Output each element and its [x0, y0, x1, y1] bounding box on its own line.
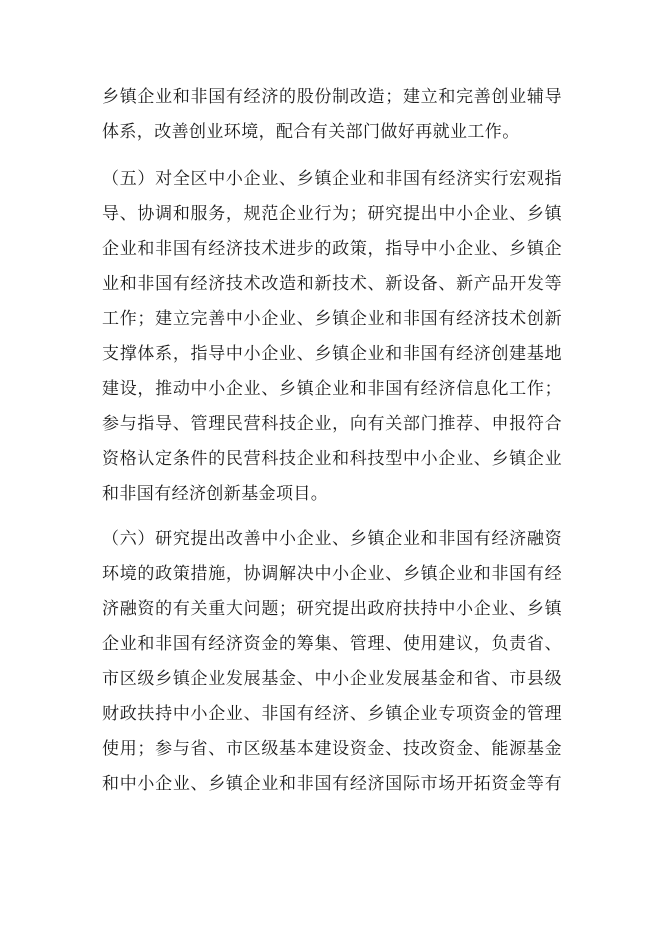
- text-line: 财政扶持中小企业、非国有经济、乡镇企业专项资金的管理: [102, 704, 562, 724]
- text-line: 体系，改善创业环境，配合有关部门做好再就业工作。: [102, 122, 520, 142]
- paragraph-item-6: [102, 522, 562, 802]
- text-line: 资格认定条件的民营科技企业和科技型中小企业、乡镇企业: [102, 449, 562, 469]
- text-line: （六）研究提出改善中小企业、乡镇企业和非国有经济融资: [102, 529, 562, 549]
- text-line: 导、协调和服务，规范企业行为；研究提出中小企业、乡镇: [102, 204, 562, 224]
- text-line: 使用；参与省、市区级基本建设资金、技改资金、能源基金: [102, 739, 562, 759]
- paragraph-continuation: [102, 80, 562, 150]
- text-line: 企业和非国有经济资金的筹集、管理、使用建议，负责省、: [102, 634, 562, 654]
- text-line: 市区级乡镇企业发展基金、中小企业发展基金和省、市县级: [102, 669, 562, 689]
- text-line: 工作；建立完善中小企业、乡镇企业和非国有经济技术创新: [102, 309, 562, 329]
- text-line: 乡镇企业和非国有经济的股份制改造；建立和完善创业辅导: [102, 87, 562, 107]
- text-line: 企业和非国有经济技术进步的政策，指导中小企业、乡镇企: [102, 239, 562, 259]
- text-line: 参与指导、管理民营科技企业，向有关部门推荐、申报符合: [102, 414, 562, 434]
- text-line: 业和非国有经济技术改造和新技术、新设备、新产品开发等: [102, 274, 562, 294]
- text-line: 济融资的有关重大问题；研究提出政府扶持中小企业、乡镇: [102, 599, 562, 619]
- text-line: 和非国有经济创新基金项目。: [102, 484, 329, 504]
- text-line: 和中小企业、乡镇企业和非国有经济国际市场开拓资金等有: [102, 774, 562, 794]
- text-line: 建设，推动中小企业、乡镇企业和非国有经济信息化工作；: [102, 379, 562, 399]
- text-line: （五）对全区中小企业、乡镇企业和非国有经济实行宏观指: [102, 169, 562, 189]
- text-line: 支撑体系，指导中小企业、乡镇企业和非国有经济创建基地: [102, 344, 562, 364]
- text-line: 环境的政策措施，协调解决中小企业、乡镇企业和非国有经: [102, 564, 562, 584]
- paragraph-item-5: [102, 162, 562, 512]
